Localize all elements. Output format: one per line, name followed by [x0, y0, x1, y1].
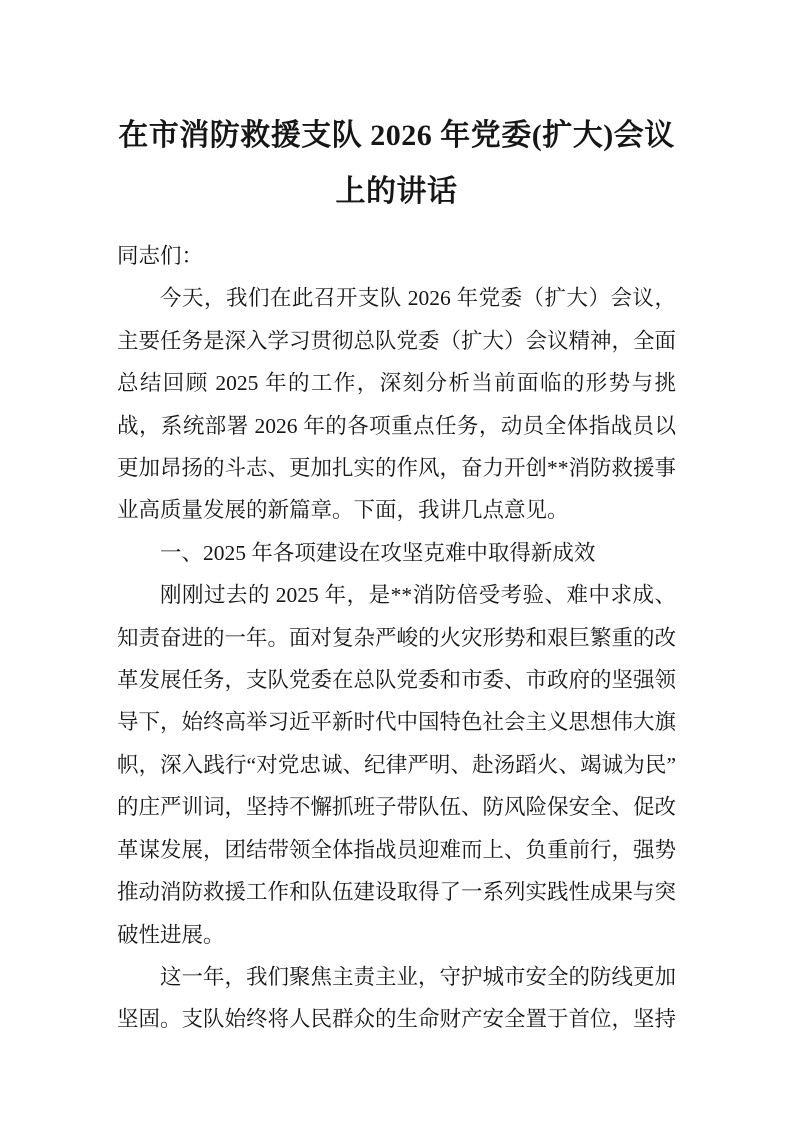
section-heading-1: 一、2025 年各项建设在攻坚克难中取得新成效: [160, 540, 596, 565]
document-body: [117, 235, 676, 1041]
paragraph-meeting-intro: 今天，我们在此召开支队 2026 年党委（扩大）会议，主要任务是深入学习贯彻总队党委（扩大）会议精神，全面总结回顾 2025 年的工作，深刻分析当前面临的形势与挑战，系统部署 2026 年的各项重点任务，动员全体指战员以更加昂扬的斗志、更加扎实的作风，奋力开创**消防救援事业高质量发展的新篇章。下面，我讲几点意见。: [117, 286, 677, 523]
salutation: 同志们：: [117, 244, 204, 268]
document-title: 在市消防救援支队 2026 年党委(扩大)会议上的讲话: [118, 119, 675, 208]
paragraph-2025-review: 刚刚过去的 2025 年，是**消防倍受考验、难中求成、知责奋进的一年。面对复杂严峻的火灾形势和艰巨繁重的改革发展任务，支队党委在总队党委和市委、市政府的坚强领导下，始终高举习近平新时代中国特色社会主义思想伟大旗帜，深入践行“对党忠诚、纪律严明、赴汤蹈火、竭诚为民”的庄严训词，坚持不懈抓班子带队伍、防风险保安全、促改革谋发展，团结带领全体指战员迎难而上、负重前行，强势推动消防救援工作和队伍建设取得了一系列实践性成果与突破性进展。: [117, 583, 677, 947]
paragraph-city-safety: 这一年，我们聚焦主责主业，守护城市安全的防线更加坚固。支队始终将人民群众的生命财产安全置于首位，坚持: [117, 964, 677, 1032]
